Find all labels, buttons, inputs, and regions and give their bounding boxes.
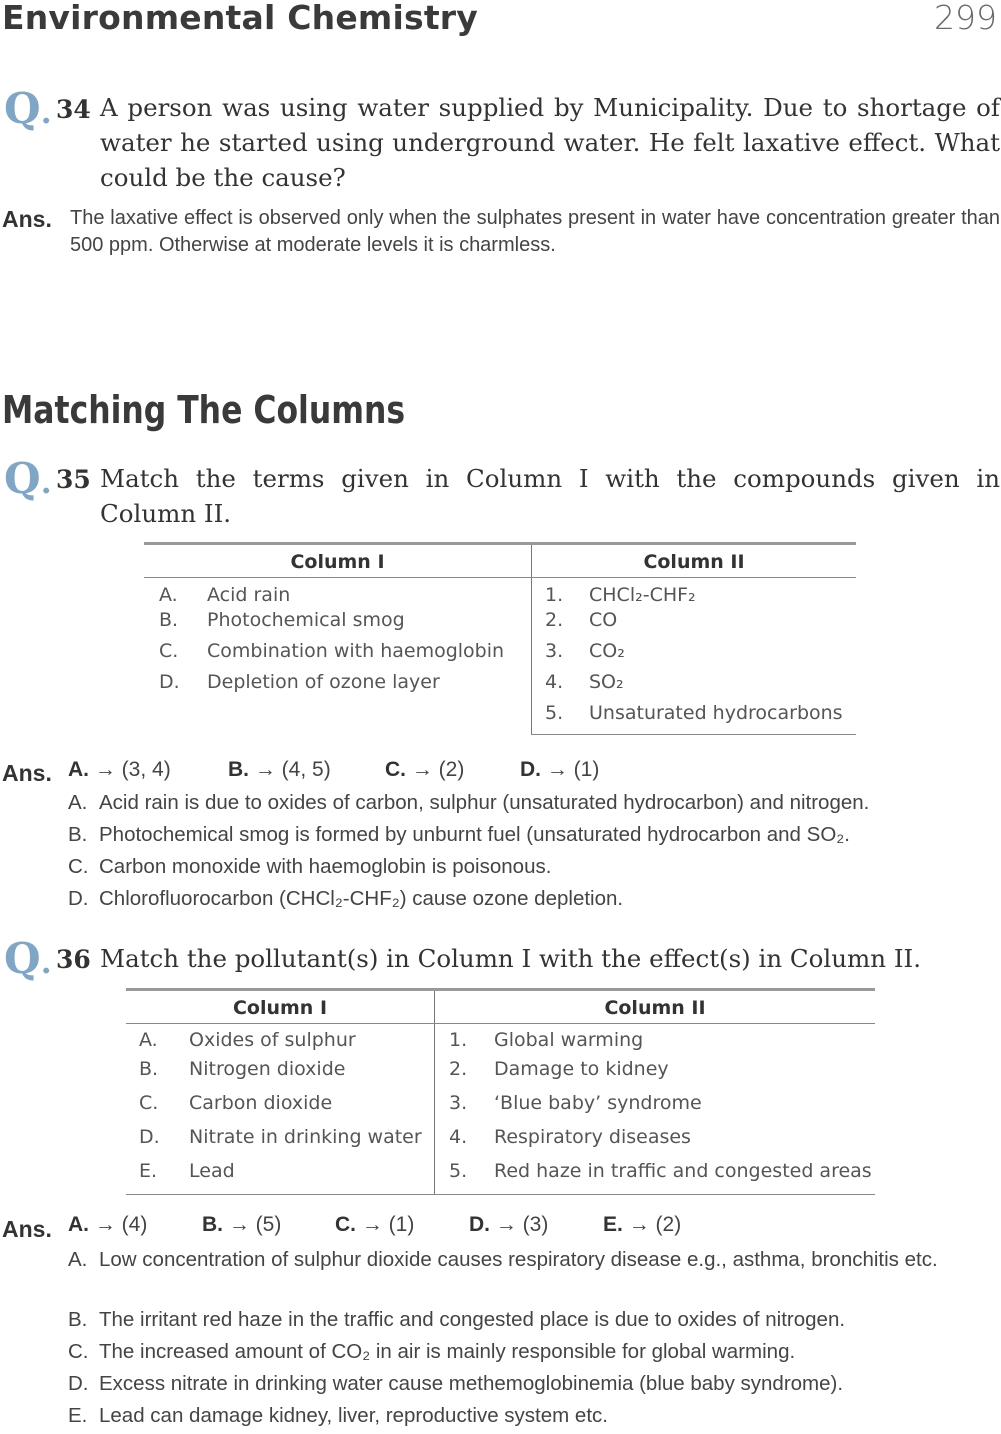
map-key: C. (335, 1213, 356, 1236)
map-value: → (1) (361, 1213, 415, 1236)
row-value: Nitrate in drinking water (189, 1125, 422, 1148)
row-value: Nitrogen dioxide (189, 1057, 346, 1080)
row-value: ‘Blue baby’ syndrome (494, 1091, 702, 1114)
row-key: 2. (449, 1057, 468, 1080)
section-title: Matching The Columns (2, 388, 406, 432)
row-value: Global warming (494, 1029, 644, 1051)
column-2-header: Column II (532, 544, 857, 578)
explanation-item: E. Lead can damage kidney, liver, reproductive system etc. (68, 1404, 608, 1427)
row-key: B. (159, 608, 179, 631)
map-key: D. (469, 1213, 490, 1236)
row-value: Photochemical smog (207, 608, 405, 631)
q36-answer-label: Ans. (2, 1216, 52, 1242)
row-value: Depletion of ozone layer (207, 670, 440, 693)
question-q-letter: Q (4, 84, 41, 133)
row-key: D. (139, 1125, 160, 1148)
question-q-letter: Q (4, 454, 41, 503)
map-key: A. (68, 1213, 89, 1236)
explanation-item: C. The increased amount of CO₂ in air is mainly responsible for global warming. (68, 1340, 796, 1363)
column-2-header: Column II (435, 990, 876, 1024)
map-key: A. (68, 758, 89, 781)
row-key: A. (159, 584, 178, 606)
row-value: Unsaturated hydrocarbons (589, 701, 843, 724)
map-key: B. (202, 1213, 223, 1236)
question-q-letter: Q (4, 934, 41, 983)
q35-text: Match the terms given in Column I with the compounds given in Column II. (100, 464, 1000, 528)
explanation-item: A. Low concentration of sulphur dioxide causes respiratory disease e.g., asthma, bronchitis etc. (68, 1248, 938, 1271)
q35-answer-label: Ans. (2, 760, 52, 786)
row-key: 1. (449, 1029, 468, 1051)
column-1-header: Column I (144, 544, 532, 578)
row-value: Combination with haemoglobin (207, 639, 505, 662)
row-value: Acid rain (207, 584, 291, 606)
row-key: D. (159, 670, 180, 693)
row-value: CO (589, 608, 618, 631)
q36-explanations (68, 1246, 1000, 1434)
row-key: B. (139, 1057, 159, 1080)
row-key: C. (159, 639, 179, 662)
map-value: → (4, 5) (254, 758, 331, 781)
row-value: CO₂ (589, 639, 625, 662)
row-key: 4. (449, 1125, 468, 1148)
row-value: Lead (189, 1159, 235, 1182)
row-key: 4. (545, 670, 564, 693)
row-value: Respiratory diseases (494, 1125, 691, 1148)
map-value: → (1) (546, 758, 600, 781)
explanation-item: D. Excess nitrate in drinking water cause methemoglobinemia (blue baby syndrome). (68, 1372, 844, 1395)
map-value: → (2) (411, 758, 465, 781)
q36-marker: Q. (4, 934, 52, 983)
row-key: A. (139, 1029, 158, 1051)
q35-number: 35 (56, 465, 91, 494)
q36-match-table (126, 988, 875, 1195)
page-number: 299 (934, 0, 997, 37)
row-key: 5. (545, 701, 564, 724)
map-value: → (5) (228, 1213, 282, 1236)
explanation-item: D. Chlorofluorocarbon (CHCl₂-CHF₂) cause ozone depletion. (68, 887, 624, 910)
row-key: E. (139, 1159, 158, 1182)
column-1-header: Column I (126, 990, 435, 1024)
q36-text: Match the pollutant(s) in Column I with the effect(s) in Column II. (100, 944, 921, 973)
q36-number: 36 (56, 945, 91, 974)
row-key: C. (139, 1091, 159, 1114)
row-value: Damage to kidney (494, 1057, 669, 1080)
q35-match-table (144, 542, 856, 735)
q34-answer-text: The laxative effect is observed only when the sulphates present in water have concentration greater than 500 ppm. Otherwise at moderate levels it is charmless. (70, 207, 1000, 256)
q34-text: A person was using water supplied by Municipality. Due to shortage of water he started using underground water. He felt laxative effect. What could be the cause? (100, 93, 1000, 192)
explanation-item: C. Carbon monoxide with haemoglobin is poisonous. (68, 855, 552, 878)
explanation-item: B. The irritant red haze in the traffic and congested place is due to oxides of nitrogen. (68, 1308, 846, 1331)
map-key: B. (228, 758, 249, 781)
row-key: 2. (545, 608, 564, 631)
q35-explanations (68, 789, 1000, 917)
row-value: Carbon dioxide (189, 1091, 333, 1114)
q35-marker: Q. (4, 454, 52, 503)
map-value: → (3, 4) (94, 758, 171, 781)
row-key: 3. (449, 1091, 468, 1114)
map-value: → (4) (94, 1213, 148, 1236)
q34-marker: Q. (4, 84, 52, 133)
map-key: E. (603, 1213, 623, 1236)
map-key: D. (520, 758, 541, 781)
map-key: C. (385, 758, 406, 781)
explanation-item: A. Acid rain is due to oxides of carbon, sulphur (unsaturated hydrocarbon) and nitrogen. (68, 791, 870, 814)
row-key: 3. (545, 639, 564, 662)
row-key: 5. (449, 1159, 468, 1182)
row-value: Oxides of sulphur (189, 1029, 356, 1051)
map-value: → (3) (495, 1213, 549, 1236)
map-value: → (2) (628, 1213, 682, 1236)
q34-number: 34 (56, 95, 91, 124)
row-key: 1. (545, 584, 564, 606)
q34-answer-label: Ans. (2, 206, 52, 232)
row-value: Red haze in traffic and congested areas (494, 1159, 872, 1182)
q36-mapping (68, 1213, 681, 1237)
q35-mapping (68, 758, 599, 782)
chapter-title: Environmental Chemistry (2, 0, 478, 37)
explanation-item: B. Photochemical smog is formed by unburnt fuel (unsaturated hydrocarbon and SO₂. (68, 823, 850, 846)
row-value: CHCl₂-CHF₂ (589, 584, 696, 606)
row-value: SO₂ (589, 670, 624, 693)
